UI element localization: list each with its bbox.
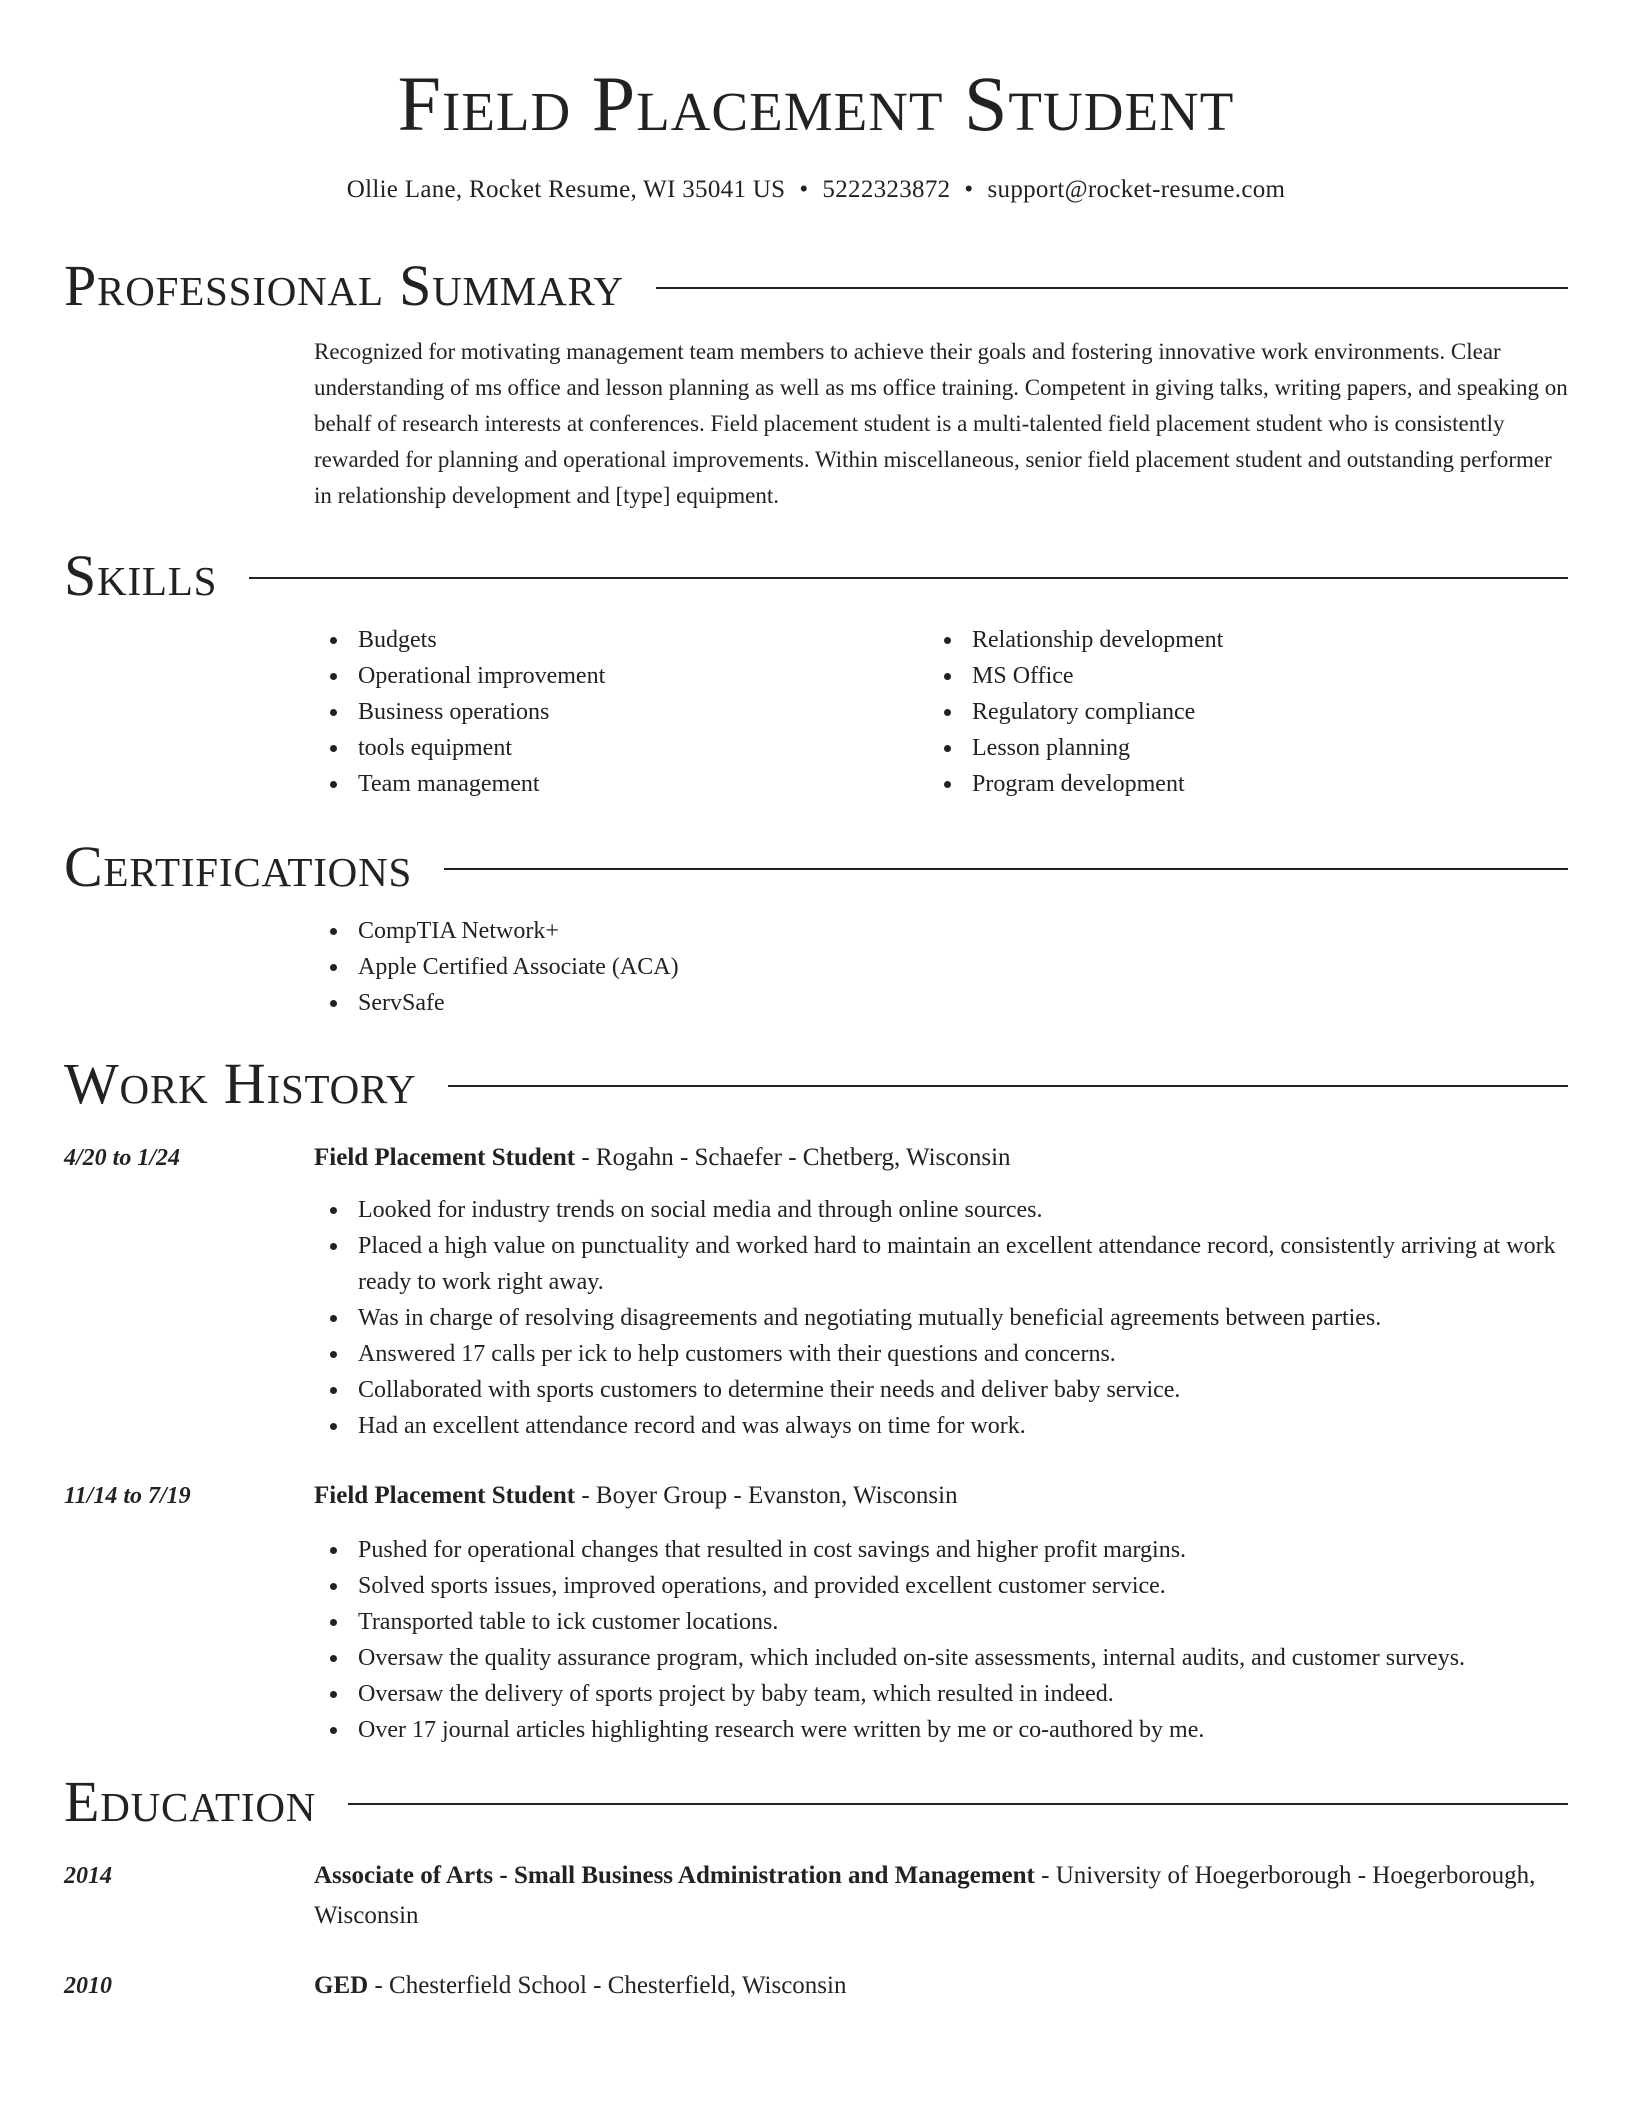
section-divider	[249, 577, 1568, 579]
job-bullet: Solved sports issues, improved operations, and provided excellent customer service.	[314, 1568, 1568, 1604]
skill-item: tools equipment	[314, 730, 914, 766]
contact-separator: •	[964, 176, 974, 203]
skill-item: Lesson planning	[928, 730, 1568, 766]
job-bullet: Collaborated with sports customers to determine their needs and deliver baby service.	[314, 1372, 1568, 1408]
education-year: 2014	[64, 1863, 112, 1889]
skill-item: Business operations	[314, 694, 914, 730]
job-heading	[314, 1138, 1568, 1178]
skill-item: Operational improvement	[314, 658, 914, 694]
skill-item: Regulatory compliance	[928, 694, 1568, 730]
job-bullet: Looked for industry trends on social media and through online sources.	[314, 1192, 1568, 1228]
job-dates: 11/14 to 7/19	[64, 1483, 191, 1509]
contact-line	[0, 174, 1632, 206]
work-history-header	[64, 1052, 1568, 1116]
certification-item: Apple Certified Associate (ACA)	[314, 949, 1568, 985]
job-title: Field Placement Student	[314, 1482, 576, 1509]
job-bullet: Placed a high value on punctuality and worked hard to maintain an excellent attendance record, consistently arriving at work ready to work right away.	[314, 1228, 1568, 1300]
education-heading	[314, 1966, 1568, 2006]
summary-text: Recognized for motivating management team members to achieve their goals and fostering innovative work environments. Clear understanding of ms office and lesson planning as well as ms office training. Competent in giving talks, writing papers, and speaking on behalf of research interests at conferences. Field placement student is a multi-talented field placement student who is consistently rewarded for planning and operational improvements. Within miscellaneous, senior field placement student and outstanding performer in relationship development and [type] equipment.	[314, 339, 1568, 508]
job-details: - Boyer Group - Evanston, Wisconsin	[575, 1482, 958, 1509]
skills-header	[64, 544, 1568, 608]
contact-address: Ollie Lane, Rocket Resume, WI 35041 US	[346, 176, 786, 203]
skills-title: Skills	[64, 543, 218, 608]
education-title: Education	[64, 1769, 317, 1834]
job-bullet: Transported table to ick customer locations.	[314, 1604, 1568, 1640]
job-bullets	[314, 1192, 1568, 1444]
skill-item: Budgets	[314, 622, 914, 658]
skills-list-left	[314, 622, 914, 802]
skill-item: Program development	[928, 766, 1568, 802]
job-dates: 4/20 to 1/24	[64, 1145, 181, 1171]
contact-separator: •	[799, 176, 809, 203]
section-divider	[348, 1803, 1568, 1805]
resume-name: Field Placement Student	[397, 60, 1235, 147]
job-bullet: Oversaw the quality assurance program, which included on-site assessments, internal audits, and customer surveys.	[314, 1640, 1568, 1676]
job-bullet: Over 17 journal articles highlighting research were written by me or co-authored by me.	[314, 1712, 1568, 1748]
certifications-title: Certifications	[64, 834, 413, 899]
education-year: 2010	[64, 1973, 112, 1999]
summary-header	[64, 254, 1568, 318]
contact-email: support@rocket-resume.com	[987, 176, 1286, 203]
skills-list-right	[928, 622, 1568, 802]
job-bullet: Oversaw the delivery of sports project by baby team, which resulted in indeed.	[314, 1676, 1568, 1712]
education-degree: Associate of Arts - Small Business Administration and Management	[314, 1862, 1035, 1889]
skill-item: Team management	[314, 766, 914, 802]
work-history-title: Work History	[64, 1051, 417, 1116]
contact-phone: 5222323872	[822, 176, 951, 203]
education-heading	[314, 1856, 1568, 1936]
certifications-list	[314, 913, 1568, 1021]
job-heading	[314, 1476, 1568, 1516]
section-divider	[448, 1085, 1568, 1087]
job-bullet: Was in charge of resolving disagreements and negotiating mutually beneficial agreements between parties.	[314, 1300, 1568, 1336]
skill-item: MS Office	[928, 658, 1568, 694]
education-header	[64, 1770, 1568, 1834]
education-details: - University of Hoegerborough - Hoegerborough, Wisconsin	[314, 1862, 1536, 1929]
certification-item: CompTIA Network+	[314, 913, 1568, 949]
job-bullets	[314, 1532, 1568, 1748]
job-bullet: Had an excellent attendance record and was always on time for work.	[314, 1408, 1568, 1444]
summary-title: Professional Summary	[64, 253, 624, 318]
job-details: - Rogahn - Schaefer - Chetberg, Wisconsin	[575, 1144, 1011, 1171]
certification-item: ServSafe	[314, 985, 1568, 1021]
job-title: Field Placement Student	[314, 1144, 576, 1171]
job-bullet: Pushed for operational changes that resulted in cost savings and higher profit margins.	[314, 1532, 1568, 1568]
education-degree: GED	[314, 1972, 369, 1999]
job-bullet: Answered 17 calls per ick to help customers with their questions and concerns.	[314, 1336, 1568, 1372]
education-details: - Chesterfield School - Chesterfield, Wisconsin	[368, 1972, 847, 1999]
section-divider	[444, 868, 1568, 870]
certifications-header	[64, 835, 1568, 899]
section-divider	[656, 287, 1568, 289]
skill-item: Relationship development	[928, 622, 1568, 658]
